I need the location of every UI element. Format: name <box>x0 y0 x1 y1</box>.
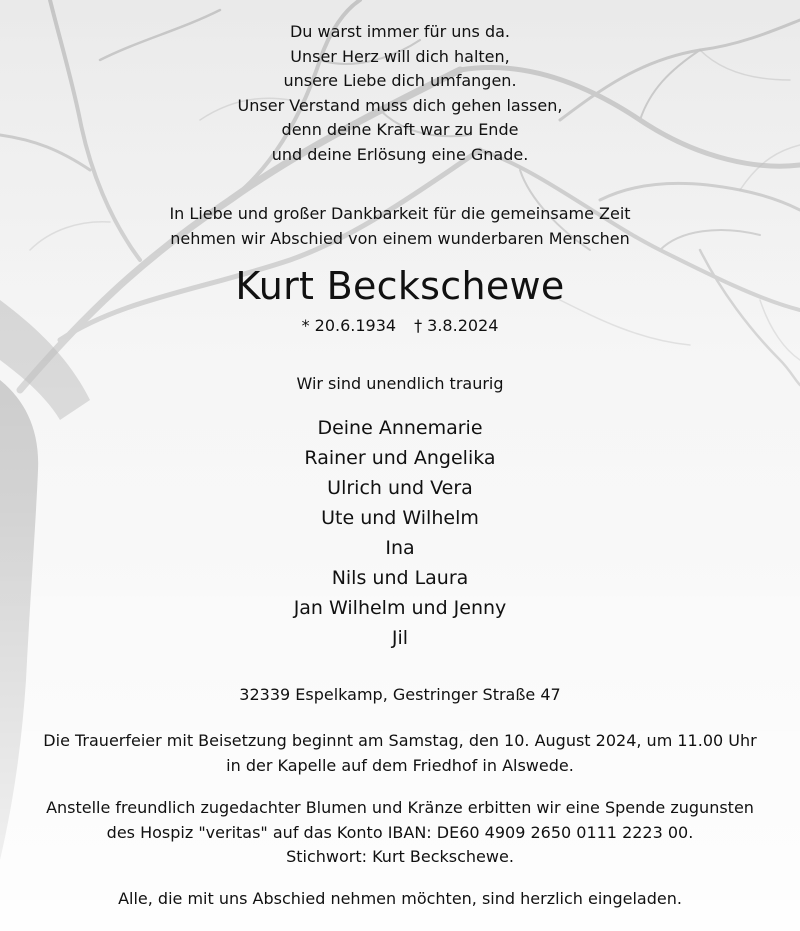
service-line: in der Kapelle auf dem Friedhof in Alswede. <box>226 755 574 775</box>
poem-line: Unser Herz will dich halten, <box>290 46 510 66</box>
poem-line: denn deine Kraft war zu Ende <box>281 120 519 139</box>
donation-line: des Hospiz "veritas" auf das Konto IBAN: DE60 4909 2650 0111 2223 00. <box>106 822 694 842</box>
donation-info <box>0 796 800 870</box>
family-member: Jil <box>391 627 409 649</box>
family-member: Ulrich und Vera <box>327 477 473 499</box>
deceased-name: Kurt Beckschewe <box>235 264 565 308</box>
poem-line: unsere Liebe dich umfangen. <box>283 71 517 90</box>
invitation: Alle, die mit uns Abschied nehmen möchten, sind herzlich eingeladen. <box>118 889 682 908</box>
family-member: Rainer und Angelika <box>304 447 496 469</box>
family-member: Nils und Laura <box>331 567 469 589</box>
family-member: Ina <box>385 537 415 559</box>
family-member: Deine Annemarie <box>317 417 483 439</box>
poem-line: und deine Erlösung eine Gnade. <box>271 144 529 164</box>
death-date: † 3.8.2024 <box>414 316 499 335</box>
poem-line: Du warst immer für uns da. <box>289 22 511 41</box>
poem-line: Unser Verstand muss dich gehen lassen, <box>237 95 563 115</box>
poem <box>0 20 800 167</box>
family-member: Jan Wilhelm und Jenny <box>293 597 507 619</box>
donation-line: Stichwort: Kurt Beckschewe. <box>286 847 514 866</box>
birth-date: * 20.6.1934 <box>301 316 397 335</box>
family-address: 32339 Espelkamp, Gestringer Straße 47 <box>239 685 561 704</box>
intro-line: nehmen wir Abschied von einem wunderbaren Menschen <box>170 228 630 248</box>
intro-line: In Liebe und großer Dankbarkeit für die gemeinsame Zeit <box>169 204 631 223</box>
mourning-line: Wir sind unendlich traurig <box>296 374 504 393</box>
family-member: Ute und Wilhelm <box>321 507 479 529</box>
life-dates <box>0 314 800 338</box>
intro-text <box>0 202 800 251</box>
service-line: Die Trauerfeier mit Beisetzung beginnt am Samstag, den 10. August 2024, um 11.00 Uhr <box>43 731 757 750</box>
funeral-service-info <box>0 729 800 778</box>
donation-line: Anstelle freundlich zugedachter Blumen und Kränze erbitten wir eine Spende zugunsten <box>46 798 754 817</box>
family-list <box>0 413 800 653</box>
